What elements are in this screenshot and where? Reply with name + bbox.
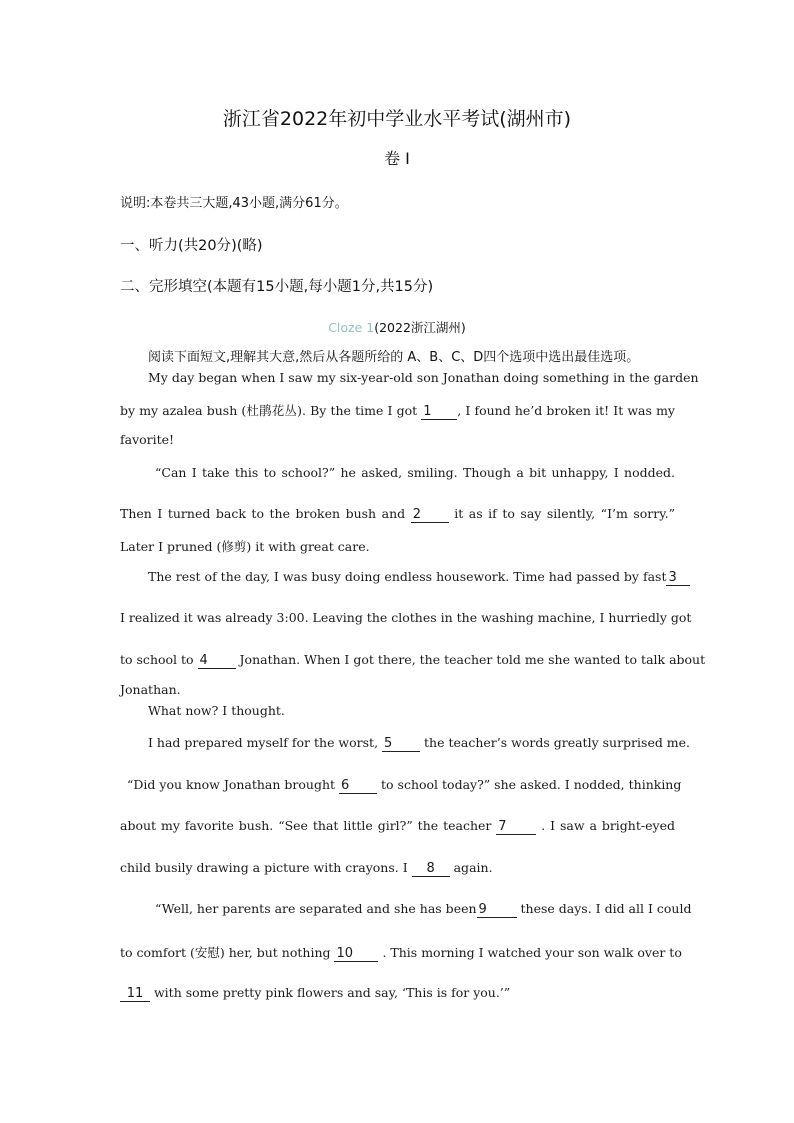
blank-4[interactable]: 4 — [198, 654, 236, 669]
blank-9[interactable]: 9 — [477, 903, 517, 918]
blank-6[interactable]: 6 — [339, 779, 377, 794]
section-cloze: 二、完形填空(本题有15小题,每小题1分,共15分) — [120, 279, 434, 295]
blank-11[interactable]: 11 — [120, 987, 150, 1002]
passage-line: “Did you know Jonathan brought 6 to school today?” she asked. I nodded, thinking — [127, 777, 682, 793]
passage-line: about my favorite bush. “See that little girl?” the teacher 7 . I saw a bright-eyed — [120, 818, 675, 834]
passage-line: child busily drawing a picture with crayons. I 8 again. — [120, 860, 493, 876]
blank-2[interactable]: 2 — [411, 508, 449, 523]
passage-line: favorite! — [120, 432, 175, 447]
passage-line: Later I pruned (修剪) it with great care. — [120, 539, 370, 554]
paper-subtitle: 卷 I — [384, 149, 410, 168]
passage-line: Jonathan. — [120, 682, 181, 697]
passage-line: What now? I thought. — [148, 703, 285, 718]
blank-3[interactable]: 3 — [666, 571, 690, 586]
cloze-tag: Cloze 1 — [328, 320, 375, 335]
passage-line: 11 with some pretty pink flowers and say, ‘This is for you.’” — [120, 985, 510, 1002]
cloze-heading — [0, 318, 794, 336]
passage-line: to school to 4 Jonathan. When I got there, the teacher told me she wanted to talk about — [120, 652, 706, 668]
passage-line: by my azalea bush (杜鹃花丛). By the time I got 1 , I found he’d broken it! It was my — [120, 403, 675, 419]
paper-note: 说明:本卷共三大题,43小题,满分61分。 — [120, 196, 348, 211]
passage-line: Then I turned back to the broken bush and 2 it as if to say silently, “I’m sorry.” — [120, 506, 676, 522]
blank-1[interactable]: 1 — [421, 405, 457, 420]
cloze-source: (2022浙江湖州) — [374, 320, 466, 335]
page-title: 浙江省2022年初中学业水平考试(湖州市) — [222, 108, 572, 130]
blank-5[interactable]: 5 — [382, 737, 420, 752]
passage-line: The rest of the day, I was busy doing endless housework. Time had passed by fast 3 — [148, 569, 675, 586]
blank-8[interactable]: 8 — [412, 862, 450, 877]
passage-line: “Well, her parents are separated and she has been 9 these days. I did all I could — [155, 901, 692, 917]
passage-line: “Can I take this to school?” he asked, smiling. Though a bit unhappy, I nodded. — [155, 465, 675, 480]
passage-line: to comfort (安慰) her, but nothing 10 . This morning I watched your son walk over to — [120, 945, 682, 961]
section-listening: 一、听力(共20分)(略) — [120, 238, 263, 254]
cloze-instruction: 阅读下面短文,理解其大意,然后从各题所给的 A、B、C、D四个选项中选出最佳选项。 — [148, 350, 640, 365]
passage-line: I had prepared myself for the worst, 5 the teacher’s words greatly surprised me. — [148, 735, 691, 751]
passage-line: My day began when I saw my six-year-old son Jonathan doing something in the garden — [148, 370, 699, 385]
blank-10[interactable]: 10 — [334, 947, 378, 962]
passage-line: I realized it was already 3:00. Leaving the clothes in the washing machine, I hurriedly got — [120, 610, 692, 625]
blank-7[interactable]: 7 — [496, 820, 536, 835]
